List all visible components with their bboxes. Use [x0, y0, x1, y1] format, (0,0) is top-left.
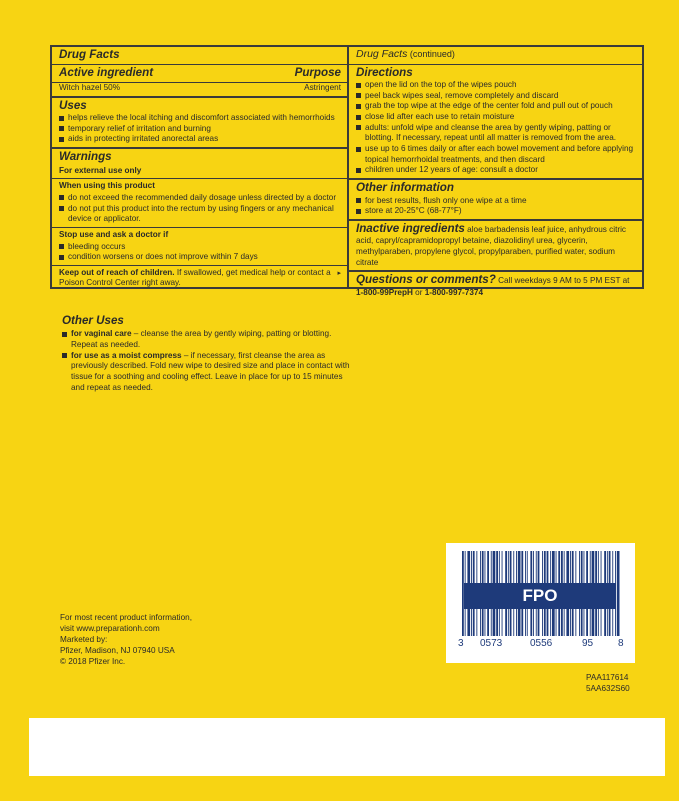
- directions-heading: Directions: [356, 65, 413, 79]
- blank-label-area: [29, 718, 665, 776]
- other-information-item: for best results, flush only one wipe at a time: [356, 196, 636, 207]
- product-code: PAA117614: [586, 673, 629, 682]
- directions-item: adults: unfold wipe and cleanse the area by gently wiping, patting or blotting. If necessary, repeat until all matter is removed from the area.: [356, 123, 636, 144]
- warnings-section: [52, 149, 347, 288]
- continued-title-section: [349, 47, 642, 65]
- when-using-item: do not put this product into the rectum by using fingers or any mechanical device or applicator.: [59, 204, 341, 225]
- keep-out-bold: Keep out of reach of children.: [59, 267, 175, 277]
- barcode-digits: [458, 637, 623, 651]
- footer-line: visit www.preparationh.com: [60, 624, 160, 634]
- purpose-heading: Purpose: [294, 66, 341, 80]
- phone-number-primary: 1-800-99PrepH: [356, 287, 413, 297]
- drug-facts-panel: [50, 45, 644, 297]
- barcode-digit-group: 0573: [480, 638, 503, 649]
- directions-item: use up to 6 times daily or after each bowel movement and before applying topical hemorrhoidal treatments, and then discard: [356, 144, 636, 165]
- inactive-ingredients-text: aloe barbadensis leaf juice, anhydrous citric acid, capryl/capramidopropyl betaine, diazolidinyl urea, glycerin, methylparaben, propylene glycol, propylparaben, purified water, sodium citrate: [356, 224, 627, 267]
- manufacturer-info: [60, 612, 280, 667]
- uses-item: aids in protecting irritated anorectal areas: [59, 134, 341, 145]
- other-uses-item: for use as a moist compress – if necessary, first cleanse the area as previously described. Fold new wipe to desired size and place in contact with tissue for a soothing and cooling effect. Leave in place for up to 15 minutes and repeat as needed.: [62, 351, 352, 394]
- uses-item: helps relieve the local itching and discomfort associated with hemorrhoids: [59, 113, 341, 124]
- footer-line: © 2018 Pfizer Inc.: [60, 657, 126, 667]
- directions-item: grab the top wipe at the edge of the center fold and pull out of pouch: [356, 101, 636, 112]
- questions-text: Call weekdays 9 AM to 5 PM EST at: [495, 276, 630, 286]
- barcode-bar: [617, 551, 620, 636]
- footer-line: Marketed by:: [60, 635, 108, 645]
- inactive-ingredients-heading: Inactive ingredients: [356, 221, 465, 235]
- barcode-panel: [446, 543, 635, 663]
- directions-item: peel back wipes seal, remove completely and discard: [356, 91, 636, 102]
- other-uses-heading: Other Uses: [62, 314, 124, 327]
- active-ingredient-section: [52, 65, 347, 97]
- continued-title: Drug Facts (continued): [356, 48, 455, 60]
- uses-heading: Uses: [59, 98, 87, 112]
- product-codes: [586, 673, 630, 694]
- drug-facts-left-column: [52, 47, 349, 287]
- other-information-heading: Other information: [356, 181, 454, 195]
- questions-section: Questions or comments? Call weekdays 9 AM to 5 PM EST at 1-800-99PrepH or 1-800-997-7374: [356, 273, 630, 297]
- purpose-value: Astringent: [304, 82, 341, 92]
- other-uses-item: for vaginal care – cleanse the area by gently wiping, patting or blotting. Repeat as needed.: [62, 329, 352, 350]
- barcode-digit-group: 8: [618, 638, 624, 649]
- when-using-heading: When using this product: [59, 181, 155, 191]
- uses-item: temporary relief of irritation and burning: [59, 124, 341, 135]
- directions-section: [349, 65, 642, 180]
- directions-item: children under 12 years of age: consult a doctor: [356, 165, 636, 176]
- warnings-heading: Warnings: [59, 150, 112, 164]
- phone-number-secondary: 1-800-997-7374: [424, 287, 484, 297]
- barcode-digit-group: 0556: [530, 638, 553, 649]
- drug-facts-right-column: [349, 47, 642, 297]
- footer-line: For most recent product information,: [60, 613, 192, 622]
- drug-facts-title-section: [52, 47, 347, 65]
- directions-item: close lid after each use to retain moisture: [356, 112, 636, 123]
- stop-use-item: condition worsens or does not improve within 7 days: [59, 252, 341, 263]
- product-code: 5AA632S60: [586, 683, 630, 693]
- inactive-ingredients-section: [349, 221, 642, 272]
- continued-arrow-icon: ▸: [337, 269, 341, 277]
- other-information-item: store at 20-25°C (68-77°F): [356, 206, 636, 217]
- active-ingredient-value: Witch hazel 50%: [59, 82, 120, 92]
- barcode-digit-group: 3: [458, 638, 464, 649]
- other-information-section: [349, 180, 642, 221]
- footer-line: Pfizer, Madison, NJ 07940 USA: [60, 646, 175, 656]
- external-use-text: For external use only: [59, 165, 142, 175]
- other-uses-section: [62, 314, 352, 393]
- active-ingredient-heading: Active ingredient: [59, 66, 154, 80]
- questions-heading: Questions or comments?: [356, 273, 496, 287]
- barcode-digit-group: 95: [582, 638, 594, 649]
- keep-out-text: If swallowed, get medical help or contact a Poison Control Center right away.: [59, 267, 331, 288]
- when-using-item: do not exceed the recommended daily dosage unless directed by a doctor: [59, 193, 341, 204]
- keep-out-of-reach: [59, 268, 341, 289]
- stop-use-item: bleeding occurs: [59, 242, 341, 253]
- directions-item: open the lid on the top of the wipes pouch: [356, 80, 636, 91]
- drug-facts-title: Drug Facts: [59, 48, 120, 61]
- uses-section: [52, 98, 347, 149]
- stop-use-heading: Stop use and ask a doctor if: [59, 229, 169, 239]
- fpo-label: FPO: [464, 583, 616, 609]
